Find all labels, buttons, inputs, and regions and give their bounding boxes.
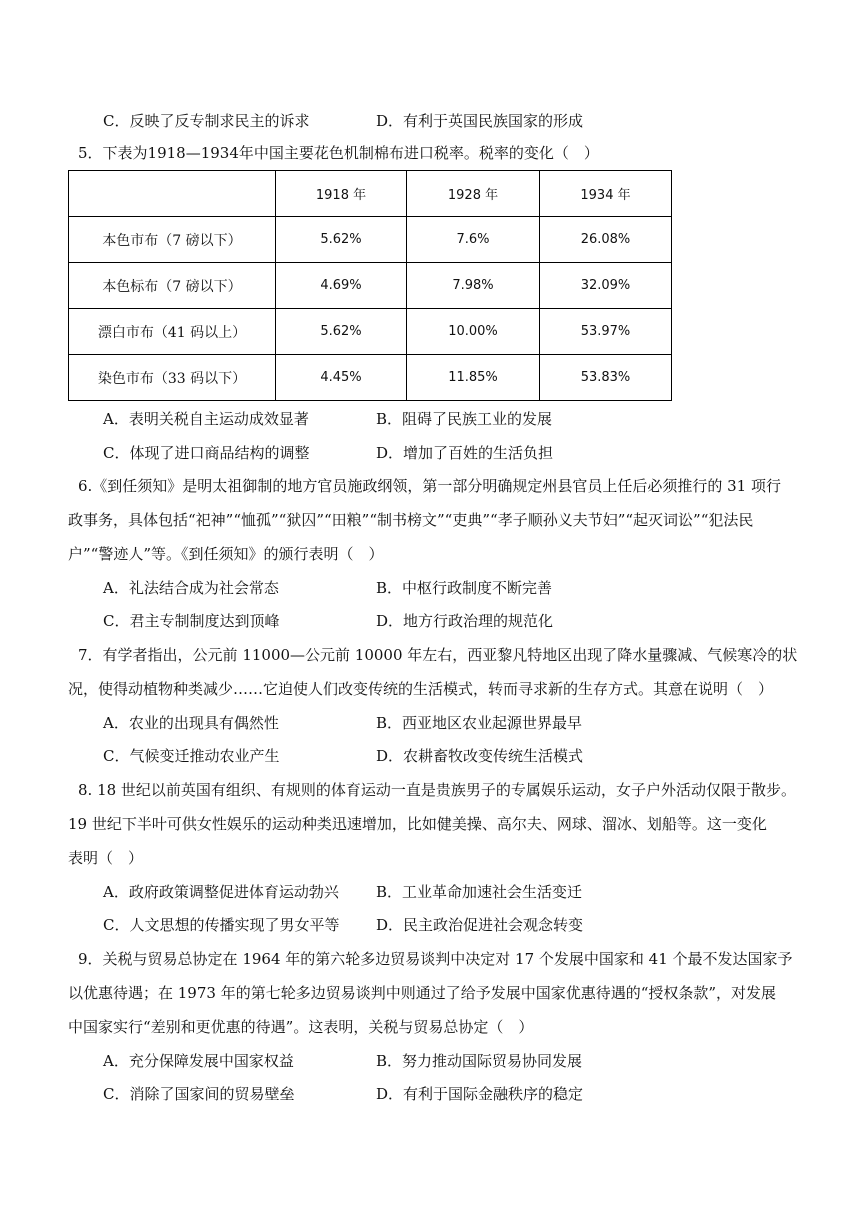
q6-stem-line: 6.《到任须知》是明太祖御制的地方官员施政纲领，第一部分明确规定州县官员上任后必须推行的 31 项行 <box>78 477 781 495</box>
table-header-row <box>69 171 672 217</box>
table-row <box>69 355 672 401</box>
table-cell: 5.62% <box>276 309 407 355</box>
q6-option-c: C．君主专制制度达到顶峰 <box>103 612 280 630</box>
q7-option-a: A．农业的出现具有偶然性 <box>103 714 279 732</box>
q7-stem-line: 7．有学者指出，公元前 11000—公元前 10000 年左右，西亚黎凡特地区出现了降水量骤减、气候寒冷的状 <box>78 646 798 664</box>
q7-option-b: B．西亚地区农业起源世界最早 <box>376 714 583 732</box>
q9-stem-line: 中国家实行“差别和更优惠的待遇”。这表明，关税与贸易总协定（ ） <box>68 1018 534 1036</box>
table-cell: 53.97% <box>540 309 672 355</box>
table-cell: 4.69% <box>276 263 407 309</box>
tariff-table <box>68 170 672 401</box>
table-row-header: 漂白市布（41 码以上） <box>69 309 276 355</box>
q4-option-d: D．有利于英国民族国家的形成 <box>376 112 584 130</box>
table-cell: 32.09% <box>540 263 672 309</box>
q5-option-b: B．阻碍了民族工业的发展 <box>376 410 553 428</box>
q5-option-c: C．体现了进口商品结构的调整 <box>103 444 310 462</box>
table-row <box>69 217 672 263</box>
table-row-header: 本色市布（7 磅以下） <box>69 217 276 263</box>
q4-option-c: C．反映了反专制求民主的诉求 <box>103 112 310 130</box>
q6-stem-line: 户”“警迹人”等。《到任须知》的颁行表明（ ） <box>68 545 384 563</box>
table-header-cell: 1934 年 <box>540 171 672 217</box>
q6-stem-line: 政事务，具体包括“祀神”“恤孤”“狱囚”“田粮”“制书榜文”“吏典”“孝子顺孙义夫节妇”“起灭词讼”“犯法民 <box>68 511 754 529</box>
table-header-cell: 1928 年 <box>407 171 540 217</box>
table-row <box>69 309 672 355</box>
q6-option-a: A．礼法结合成为社会常态 <box>103 579 279 597</box>
q6-option-d: D．地方行政治理的规范化 <box>376 612 554 630</box>
table-cell: 7.6% <box>407 217 540 263</box>
q8-option-c: C．人文思想的传播实现了男女平等 <box>103 916 340 934</box>
q9-option-c: C．消除了国家间的贸易壁垒 <box>103 1085 295 1103</box>
table-cell: 7.98% <box>407 263 540 309</box>
q7-stem-line: 况，使得动植物种类减少……它迫使人们改变传统的生活模式，转而寻求新的生存方式。其意在说明（ ） <box>68 680 774 698</box>
q7-option-d: D．农耕畜牧改变传统生活模式 <box>376 747 584 765</box>
q6-option-b: B．中枢行政制度不断完善 <box>376 579 553 597</box>
q5-stem: 5．下表为1918—1934年中国主要花色机制棉布进口税率。税率的变化（ ） <box>78 144 599 162</box>
q9-option-d: D．有利于国际金融秩序的稳定 <box>376 1085 584 1103</box>
q8-stem-line: 19 世纪下半叶可供女性娱乐的运动种类迅速增加，比如健美操、高尔夫、网球、溜冰、划船等。这一变化 <box>68 815 767 833</box>
table-cell: 10.00% <box>407 309 540 355</box>
q7-option-c: C．气候变迁推动农业产生 <box>103 747 280 765</box>
q8-option-b: B．工业革命加速社会生活变迁 <box>376 883 583 901</box>
q9-option-a: A．充分保障发展中国家权益 <box>103 1052 294 1070</box>
q9-stem-line: 9．关税与贸易总协定在 1964 年的第六轮多边贸易谈判中决定对 17 个发展中国家和 41 个最不发达国家予 <box>78 950 793 968</box>
q9-stem-line: 以优惠待遇；在 1973 年的第七轮多边贸易谈判中则通过了给予发展中国家优惠待遇的“授权条款”，对发展 <box>68 984 777 1002</box>
q8-option-a: A．政府政策调整促进体育运动勃兴 <box>103 883 339 901</box>
table-header-cell <box>69 171 276 217</box>
table-cell: 26.08% <box>540 217 672 263</box>
table-row <box>69 263 672 309</box>
q9-option-b: B．努力推动国际贸易协同发展 <box>376 1052 583 1070</box>
q8-option-d: D．民主政治促进社会观念转变 <box>376 916 584 934</box>
q8-stem-line: 表明（ ） <box>68 849 144 867</box>
table-header-cell: 1918 年 <box>276 171 407 217</box>
q5-option-a: A．表明关税自主运动成效显著 <box>103 410 309 428</box>
table-cell: 53.83% <box>540 355 672 401</box>
table-cell: 4.45% <box>276 355 407 401</box>
q8-stem-line: 8. 18 世纪以前英国有组织、有规则的体育运动一直是贵族男子的专属娱乐运动，女子户外活动仅限于散步。 <box>78 781 796 799</box>
table-row-header: 染色市布（33 码以下） <box>69 355 276 401</box>
table-cell: 11.85% <box>407 355 540 401</box>
q5-option-d: D．增加了百姓的生活负担 <box>376 444 554 462</box>
table-cell: 5.62% <box>276 217 407 263</box>
table-row-header: 本色标布（7 磅以下） <box>69 263 276 309</box>
